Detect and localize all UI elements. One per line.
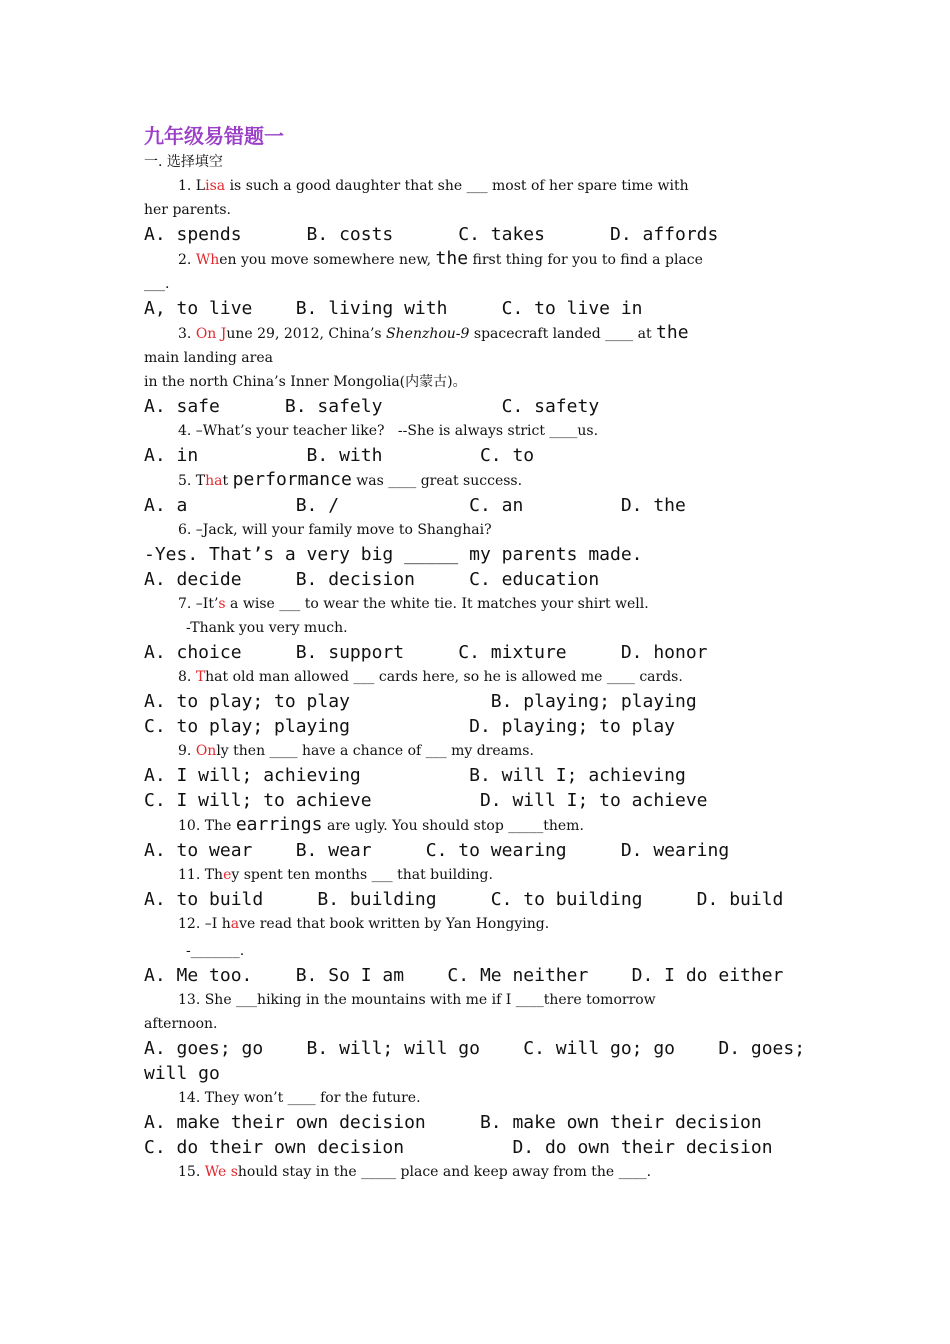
- question-12-options: A. Me too. B. So I am C. Me neither D. I do either: [144, 965, 784, 986]
- question-5: 5. That performance was ____ great success.: [178, 469, 523, 490]
- question-6-options: A. decide B. decision C. education: [144, 569, 600, 590]
- section-heading: 一. 选择填空: [144, 154, 223, 170]
- question-1: 1. Lisa is such a good daughter that she ___ most of her spare time with: [178, 178, 689, 194]
- question-11-options: A. to build B. building C. to building D. build: [144, 889, 784, 910]
- question-11: 11. They spent ten months ___ that building.: [178, 867, 493, 883]
- question-15: 15. We should stay in the _____ place and keep away from the ____.: [178, 1164, 652, 1180]
- question-2-options: A, to live B. living with C. to live in: [144, 298, 643, 319]
- question-8-options-1: A. to play; to play B. playing; playing: [144, 691, 697, 712]
- question-7: 7. –It’s a wise ___ to wear the white tie. It matches your shirt well.: [178, 596, 649, 612]
- question-14-options-1: A. make their own decision B. make own their decision: [144, 1112, 762, 1133]
- question-1-options: A. spends B. costs C. takes D. affords: [144, 224, 719, 245]
- question-8-options-2: C. to play; playing D. playing; to play: [144, 716, 676, 737]
- question-3-cont-2: in the north China’s Inner Mongolia(内蒙古)。: [144, 374, 467, 390]
- page-title: 九年级易错题一: [144, 124, 284, 148]
- question-4-options: A. in B. with C. to: [144, 445, 535, 466]
- question-10-options: A. to wear B. wear C. to wearing D. wearing: [144, 840, 730, 861]
- question-3: 3. On June 29, 2012, China’s Shenzhou-9 spacecraft landed ____ at the: [178, 322, 689, 343]
- question-8: 8. That old man allowed ___ cards here, so he is allowed me ____ cards.: [178, 669, 683, 685]
- question-3-cont: main landing area: [144, 350, 273, 366]
- question-14-options-2: C. do their own decision D. do own their decision: [144, 1137, 773, 1158]
- question-7-options: A. choice B. support C. mixture D. honor: [144, 642, 708, 663]
- question-12-cont: -_______.: [186, 943, 245, 959]
- document-page: [144, 122, 804, 1184]
- question-10: 10. The earrings are ugly. You should stop _____them.: [178, 814, 584, 835]
- question-13-options-2: will go: [144, 1063, 220, 1084]
- question-4: 4. –What’s your teacher like? --She is always strict ____us.: [178, 423, 599, 439]
- question-1-cont: her parents.: [144, 202, 232, 218]
- question-9: 9. Only then ____ have a chance of ___ my dreams.: [178, 743, 534, 759]
- question-3-options: A. safe B. safely C. safety: [144, 396, 600, 417]
- question-13-cont: afternoon.: [144, 1016, 218, 1032]
- question-6: 6. –Jack, will your family move to Shanghai?: [178, 522, 492, 538]
- question-9-options-2: C. I will; to achieve D. will I; to achieve: [144, 790, 708, 811]
- question-12: 12. –I have read that book written by Yan Hongying.: [178, 916, 550, 932]
- question-9-options-1: A. I will; achieving B. will I; achieving: [144, 765, 686, 786]
- question-13: 13. She ___hiking in the mountains with me if I ____there tomorrow: [178, 992, 656, 1008]
- question-2: 2. When you move somewhere new, the first thing for you to find a place: [178, 248, 703, 269]
- question-14: 14. They won’t ____ for the future.: [178, 1090, 421, 1106]
- question-5-options: A. a B. / C. an D. the: [144, 495, 686, 516]
- question-7-cont: -Thank you very much.: [186, 620, 348, 636]
- question-6-line-2: -Yes. That’s a very big _____ my parents made.: [144, 544, 643, 565]
- question-13-options-1: A. goes; go B. will; will go C. will go; go D. goes;: [144, 1038, 806, 1059]
- question-2-cont: ___.: [144, 276, 170, 292]
